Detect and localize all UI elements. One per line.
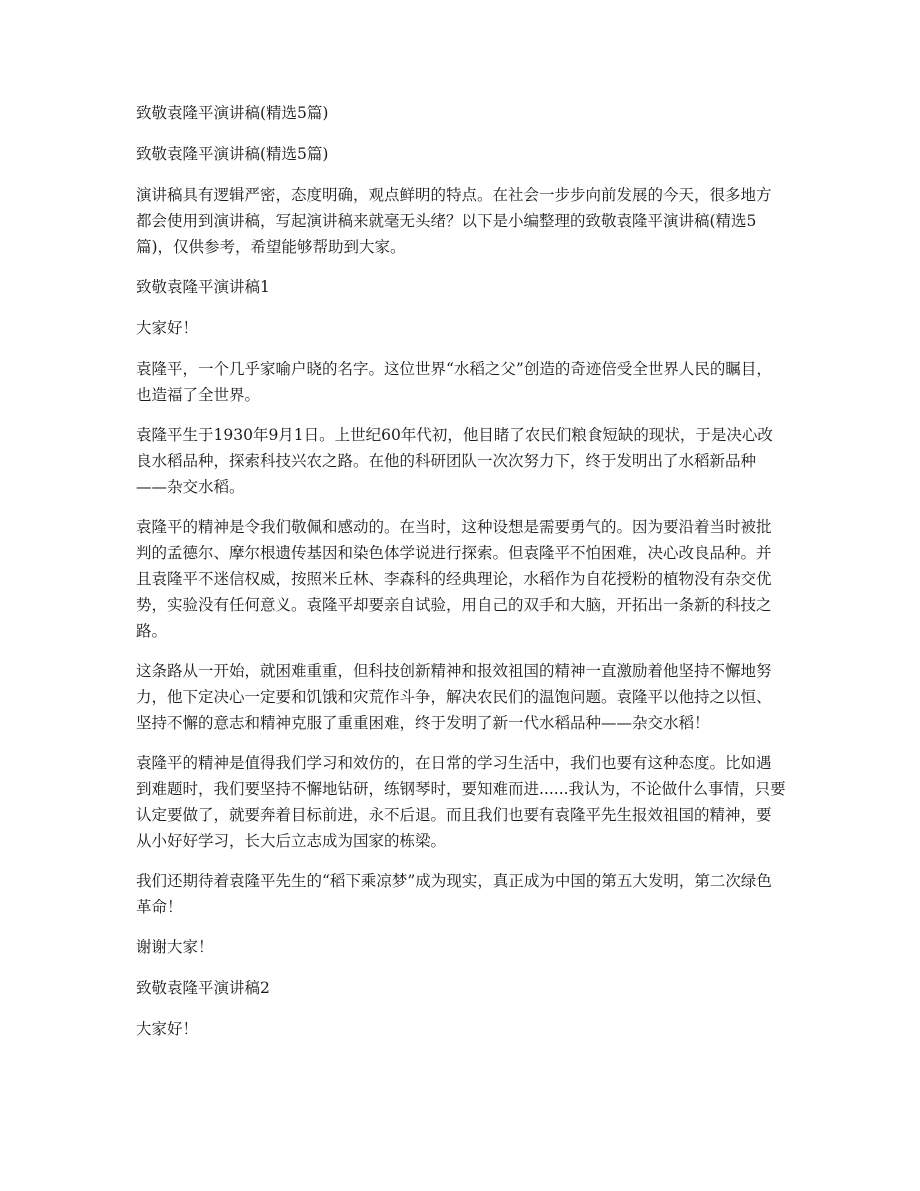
speech-2-greeting: 大家好！: [136, 1020, 199, 1038]
speech-2-heading: 致敬袁隆平演讲稿2: [136, 979, 270, 997]
speech-1-closing: 谢谢大家！: [136, 938, 214, 956]
speech-1-paragraph-2: 袁隆平生于1930年9月1日。上世纪60年代初，他目睹了农民们粮食短缺的现状，于是决心改良水稻品种，探索科技兴农之路。在他的科研团队一次次努力下，终于发明出了水稻新品种——杂交水稻。: [136, 426, 773, 496]
speech-1-paragraph-1: 袁隆平，一个几乎家喻户晓的名字。这位世界“水稻之父”创造的奇迹倍受全世界人民的瞩目，也造福了全世界。: [136, 360, 772, 404]
speech-1-paragraph-6: 我们还期待着袁隆平先生的“稻下乘凉梦”成为现实，真正成为中国的第五大发明，第二次绿色革命！: [136, 872, 772, 916]
intro-paragraph: 演讲稿具有逻辑严密，态度明确，观点鲜明的特点。在社会一步步向前发展的今天，很多地方都会使用到演讲稿，写起演讲稿来就毫无头绪？以下是小编整理的致敬袁隆平演讲稿(精选5篇)，仅供参考，希望能够帮助到大家。: [136, 186, 772, 256]
document-title: 致敬袁隆平演讲稿(精选5篇): [136, 104, 329, 122]
speech-1-paragraph-4: 这条路从一开始，就困难重重，但科技创新精神和报效祖国的精神一直激励着他坚持不懈地努力，他下定决心一定要和饥饿和灾荒作斗争，解决农民们的温饱问题。袁隆平以他持之以恒、坚持不懈的意志和精神克服了重重困难，终于发明了新一代水稻品种——杂交水稻！: [136, 662, 772, 732]
speech-1-paragraph-5: 袁隆平的精神是值得我们学习和效仿的，在日常的学习生活中，我们也要有这种态度。比如遇到难题时，我们要坚持不懈地钻研，练钢琴时，要知难而进......我认为，不论做什么事情，只要认定要做了，就要奔着目标前进，永不后退。而且我们也要有袁隆平先生报效祖国的精神，要从小好好学习，长大后立志成为国家的栋梁。: [136, 754, 786, 850]
speech-1-greeting: 大家好！: [136, 319, 199, 337]
speech-1-paragraph-3: 袁隆平的精神是令我们敬佩和感动的。在当时，这种设想是需要勇气的。因为要沿着当时被批判的孟德尔、摩尔根遗传基因和染色体学说进行探索。但袁隆平不怕困难，决心改良品种。并且袁隆平不迷信权威，按照米丘林、李森科的经典理论，水稻作为自花授粉的植物没有杂交优势，实验没有任何意义。袁隆平却要亲自试验，用自己的双手和大脑，开拓出一条新的科技之路。: [136, 518, 772, 640]
speech-1-heading: 致敬袁隆平演讲稿1: [136, 278, 270, 296]
document-page: [136, 100, 786, 1057]
document-subtitle: 致敬袁隆平演讲稿(精选5篇): [136, 145, 329, 163]
